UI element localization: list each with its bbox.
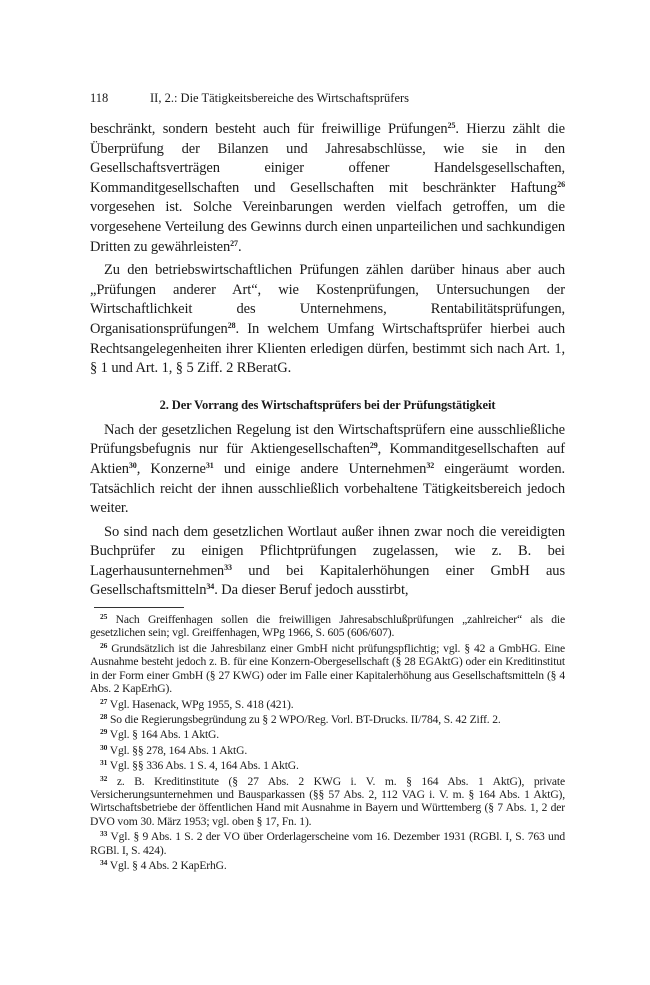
footnote-number: 25 xyxy=(100,612,108,622)
footnote-marker: 31 xyxy=(205,460,214,470)
footnote: $^{29}$ Vgl. § 164 Abs. 1 AktG. xyxy=(100,727,220,742)
footnote-number: 30 xyxy=(100,742,108,752)
paragraph: beschränkt, sondern besteht auch für freiwillige Prüfungen$^{25}$. Hierzu zählt die Überprüfung der Bilanzen und Jahresabschlüsse, wie sie in den Gesellschaftsverträgen einiger offener Handelsgesellschaften, Kommanditgesellschaften und Gesellschaften mit beschränkter Haftung$^{26}$ vorgesehen ist. Solche Vereinbarungen werden vielfach getroffen, um die vorgesehene Verteilung des Gewinns durch einen unparteilichen und sachkundigen Dritten zu gewährleisten$^{27}$. xyxy=(90,121,565,255)
footnote-marker: 33 xyxy=(224,562,232,572)
footnote-marker: 25 xyxy=(447,121,456,130)
footnote-number: 29 xyxy=(100,727,108,737)
footnote-number: 26 xyxy=(100,640,108,650)
section-heading: 2. Der Vorrang des Wirtschaftsprüfers bei der Prüfungstätigkeit xyxy=(159,397,496,412)
footnotes xyxy=(90,613,565,872)
footnote: $^{26}$ Grundsätzlich ist die Jahresbilanz einer GmbH nicht prüfungspflichtig; vgl. § 42 a GmbHG. Eine Ausnahme besteht jedoch z. B. für eine Konzern-Obergesellschaft (§ 28 EGAktG) oder ein Kreditinstitut in der Form einer GmbH (§ 27 KWG) oder im Falle einer Kapitalerhöhung aus Gesellschaftsmitteln (§ 4 Abs. 2 KapErhG). xyxy=(90,640,565,696)
footnote: $^{30}$ Vgl. §§ 278, 164 Abs. 1 AktG. xyxy=(100,742,248,757)
book-page xyxy=(90,90,565,874)
footnote: $^{34}$ Vgl. § 4 Abs. 2 KapErhG. xyxy=(100,857,227,872)
footnote: $^{25}$ Nach Greiffenhagen sollen die freiwilligen Jahresabschlußprüfungen „zahlreicher“ als die gesetzlichen sein; vgl. Greiffenhagen, WPg 1966, S. 605 (606/607). xyxy=(90,612,565,640)
main-text xyxy=(90,120,565,601)
footnote-marker: 27 xyxy=(230,238,238,248)
footnote-marker: 26 xyxy=(557,179,565,189)
footnote: $^{33}$ Vgl. § 9 Abs. 1 S. 2 der VO über Orderlagerscheine vom 16. Dezember 1931 (RGBl. I, S. 763 und RGBl. I, S. 424). xyxy=(90,829,565,857)
footnote: $^{31}$ Vgl. §§ 336 Abs. 1 S. 4, 164 Abs. 1 AktG. xyxy=(100,758,299,773)
footnote-marker: 28 xyxy=(227,320,236,330)
footnote-marker: 34 xyxy=(206,582,215,592)
running-title: II, 2.: Die Tätigkeitsbereiche des Wirtschaftsprüfers xyxy=(150,91,410,105)
footnote-number: 33 xyxy=(100,829,108,839)
page-number: 118 xyxy=(90,91,109,105)
footnote: $^{28}$ So die Regierungsbegründung zu § 2 WPO/Reg. Vorl. BT-Drucks. II/784, S. 42 Ziff. 2. xyxy=(100,711,501,726)
footnote-divider xyxy=(94,607,184,608)
running-header xyxy=(90,90,565,106)
paragraph: So sind nach dem gesetzlichen Wortlaut außer ihnen zwar noch die vereidigten Buchprüfer zu einigen Pflichtprüfungen zugelassen, wie z. B. bei Lagerhausunternehmen$^{33}$ und bei Kapitalerhöhungen einer GmbH aus Gesellschaftsmitteln$^{34}$. Da dieser Beruf jedoch ausstirbt, xyxy=(90,523,565,599)
footnote-marker: 32 xyxy=(426,460,435,470)
footnote-number: 27 xyxy=(100,696,108,706)
paragraph: Zu den betriebswirtschaftlichen Prüfungen zählen darüber hinaus aber auch „Prüfungen anderer Art“, wie Kostenprüfungen, Untersuchungen der Wirtschaftlichkeit des Unternehmens, Rentabilitätsprüfungen, Organisationsprüfungen$^{28}$. In welchem Umfang Wirtschaftsprüfer hierbei auch Rechtsangelegenheiten ihrer Klienten erledigen dürfen, bestimmt sich nach Art. 1, § 1 und Art. 1, § 5 Ziff. 2 RBeratG. xyxy=(90,262,565,377)
footnote-number: 34 xyxy=(100,857,108,867)
footnote-number: 32 xyxy=(100,773,108,783)
footnote: $^{32}$ z. B. Kreditinstitute (§ 27 Abs. 2 KWG i. V. m. § 164 Abs. 1 AktG), private Versicherungsunternehmen und Bausparkassen (§§ 57 Abs. 2, 112 VAG i. V. m. § 164 Abs. 1 AktG), Wirtschaftsbetriebe der öffentlichen Hand mit Ausnahme in Bayern und Württemberg (§ 7 Abs. 1, 2 der DVO vom 30. März 1953; vgl. oben § 17, Fn. 1). xyxy=(90,773,565,828)
footnote-marker: 29 xyxy=(369,441,378,451)
footnote-marker: 30 xyxy=(128,460,137,470)
paragraph: Nach der gesetzlichen Regelung ist den Wirtschaftsprüfern eine ausschließliche Prüfungsbefugnis nur für Aktiengesellschaften$^{29}$, Kommanditgesellschaften auf Aktien$^{30}$, Konzerne$^{31}$ und einige andere Unternehmen$^{32}$ eingeräumt worden. Tatsächlich reicht der ihnen ausschließlich vorbehaltene Tätigkeitsbereich jedoch weiter. xyxy=(90,421,565,517)
footnote: $^{27}$ Vgl. Hasenack, WPg 1955, S. 418 (421). xyxy=(100,696,294,711)
footnote-number: 28 xyxy=(100,711,108,721)
footnote-number: 31 xyxy=(100,758,108,768)
